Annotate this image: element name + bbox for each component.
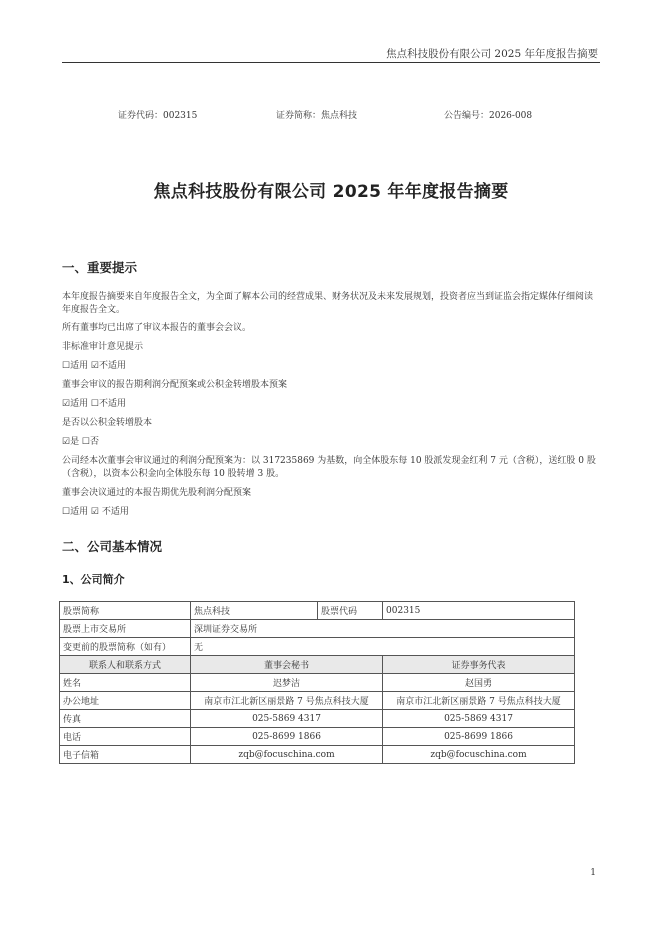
email-link[interactable]: zqb@focuschina.com [191,746,383,764]
table-row [60,728,575,746]
table-cell: 证券事务代表 [383,656,575,674]
table-cell: 025-5869 4317 [383,710,575,728]
table-row [60,674,575,692]
table-cell: 002315 [383,602,575,620]
table-cell: 变更前的股票简称（如有） [60,638,191,656]
table-row [60,638,575,656]
table-row [60,602,575,620]
table-row [60,620,575,638]
table-cell: 传真 [60,710,191,728]
table-cell: 025-5869 4317 [191,710,383,728]
table-cell: 深圳证券交易所 [191,620,575,638]
table-cell: 南京市江北新区丽景路 7 号焦点科技大厦 [383,692,575,710]
document-title: 焦点科技股份有限公司 2025 年年度报告摘要 [153,182,509,202]
section-heading-basic-info: 二、公司基本情况 [62,539,163,554]
page-header: 焦点科技股份有限公司 2025 年年度报告摘要 [386,48,598,60]
table-row [60,710,575,728]
nonstandard-audit-label: 非标准审计意见提示 [62,342,144,352]
profit-plan-text: 公司经本次董事会审议通过的利润分配预案为：以 317235869 为基数，向全体股东每 10 股派发现金红利 7 元（含税），送红股 0 股（含税），以资本公积金向全体股东每 10 股转增 3 股。 [62,456,596,479]
attendance-text: 所有董事均已出席了审议本报告的董事会会议。 [62,323,252,333]
table-cell: 南京市江北新区丽景路 7 号焦点科技大厦 [191,692,383,710]
table-cell: 联系人和联系方式 [60,656,191,674]
table-cell: 赵国勇 [383,674,575,692]
table-cell: 焦点科技 [191,602,318,620]
table-cell: 股票简称 [60,602,191,620]
nonstandard-audit-options: ☐适用 ☑不适用 [62,361,126,371]
page-number: 1 [590,868,596,878]
intro-paragraph: 本年度报告摘要来自年度报告全文，为全面了解本公司的经营成果、财务状况及未来发展规划，投资者应当到证监会指定媒体仔细阅读年度报告全文。 [62,292,594,315]
security-short-name: 证券简称：焦点科技 [276,111,358,121]
table-cell: 迟梦洁 [191,674,383,692]
header-rule [62,62,600,63]
table-cell: 025-8699 1866 [383,728,575,746]
table-row [60,692,575,710]
profit-plan-label: 董事会审议的报告期利润分配预案或公积金转增股本预案 [62,380,288,390]
section-heading-important: 一、重要提示 [62,260,138,275]
preferred-share-options: ☐适用 ☑ 不适用 [62,507,129,517]
subsection-company-profile: 1、公司简介 [62,573,125,586]
table-cell: 股票代码 [318,602,383,620]
table-cell: 董事会秘书 [191,656,383,674]
table-cell: 股票上市交易所 [60,620,191,638]
capital-convert-label: 是否以公积金转增股本 [62,418,153,428]
profit-plan-options: ☑适用 ☐不适用 [62,399,126,409]
preferred-share-label: 董事会决议通过的本报告期优先股利润分配预案 [62,488,252,498]
table-cell: 025-8699 1866 [191,728,383,746]
table-cell: 电话 [60,728,191,746]
announcement-number: 公告编号：2026-008 [444,111,533,121]
table-row [60,656,575,674]
company-profile-table [59,601,575,764]
capital-convert-options: ☑是 ☐否 [62,437,99,447]
table-cell: 办公地址 [60,692,191,710]
table-cell: 姓名 [60,674,191,692]
table-row [60,746,575,764]
security-code: 证券代码：002315 [118,111,198,121]
table-cell: 电子信箱 [60,746,191,764]
email-link[interactable]: zqb@focuschina.com [383,746,575,764]
table-cell: 无 [191,638,575,656]
